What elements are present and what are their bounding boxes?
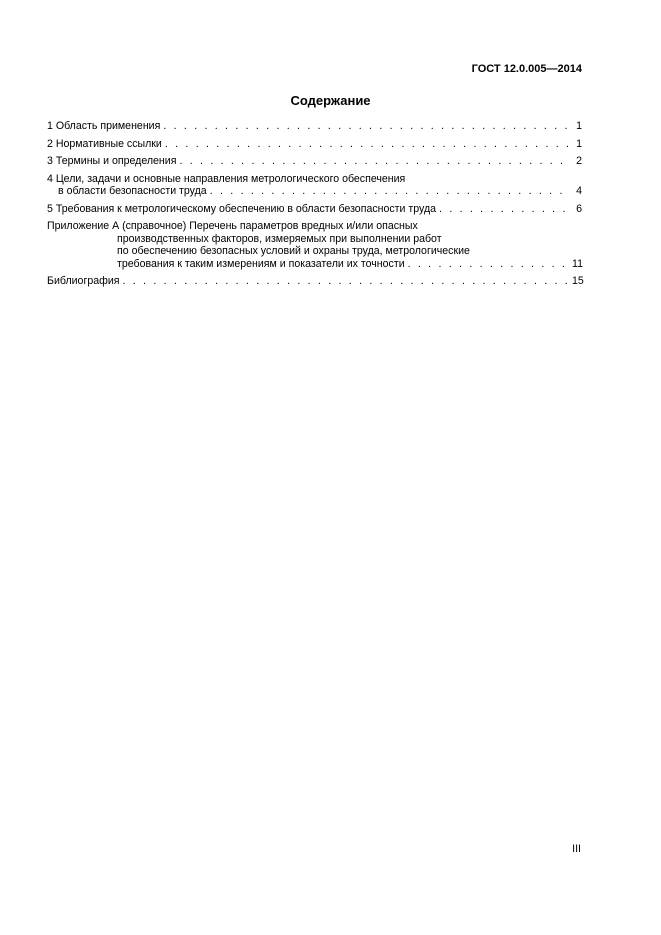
toc-page-number: 1 xyxy=(576,137,582,150)
toc-leader-dots xyxy=(408,258,569,271)
toc-entry-label: 5 Требования к метрологическому обеспечению в области безопасности труда xyxy=(47,202,437,215)
toc-entry-normative-references[interactable] xyxy=(47,138,582,151)
table-of-contents xyxy=(47,120,582,293)
toc-entry-appendix-a[interactable] xyxy=(47,220,582,270)
toc-entry-label: 3 Термины и определения xyxy=(47,155,177,167)
toc-page-number: 4 xyxy=(576,185,582,197)
page-number: III xyxy=(572,843,581,855)
toc-leader-dots xyxy=(163,120,569,133)
document-id: ГОСТ 12.0.005—2014 xyxy=(471,63,582,75)
toc-entry-scope[interactable] xyxy=(47,120,582,133)
toc-entry-bibliography[interactable] xyxy=(47,275,582,288)
toc-entry-terms[interactable] xyxy=(47,155,582,168)
toc-leader-dots xyxy=(439,203,569,216)
toc-entry-label-line: 4 Цели, задачи и основные направления метрологического обеспечения xyxy=(47,172,406,185)
toc-leader-dots xyxy=(210,185,569,198)
toc-entry-requirements[interactable] xyxy=(47,203,582,216)
toc-entry-label-line: Приложение А (справочное) Перечень параметров вредных и/или опасных xyxy=(47,220,418,232)
toc-entry-goals[interactable] xyxy=(47,173,582,198)
toc-entry-label: требования к таким измерениям и показатели их точности xyxy=(117,257,405,270)
page-title: Содержание xyxy=(290,93,371,108)
toc-page-number: 15 xyxy=(572,275,584,287)
toc-entry-label-line: производственных факторов, измеряемых при выполнении работ xyxy=(117,232,442,245)
toc-entry-label: 2 Нормативные ссылки xyxy=(47,137,162,150)
toc-leader-dots xyxy=(165,138,569,151)
toc-entry-label: Библиография xyxy=(47,275,120,287)
toc-page-number: 1 xyxy=(576,120,582,132)
toc-page-number: 11 xyxy=(572,257,583,270)
toc-page-number: 2 xyxy=(576,155,582,167)
toc-entry-label: 1 Область применения xyxy=(47,120,161,132)
toc-entry-label: в области безопасности труда xyxy=(58,185,207,197)
toc-leader-dots xyxy=(179,155,569,168)
toc-leader-dots xyxy=(122,275,569,288)
toc-entry-label-line: по обеспечению безопасных условий и охраны труда, метрологические xyxy=(117,245,470,257)
toc-page-number: 6 xyxy=(576,202,582,215)
